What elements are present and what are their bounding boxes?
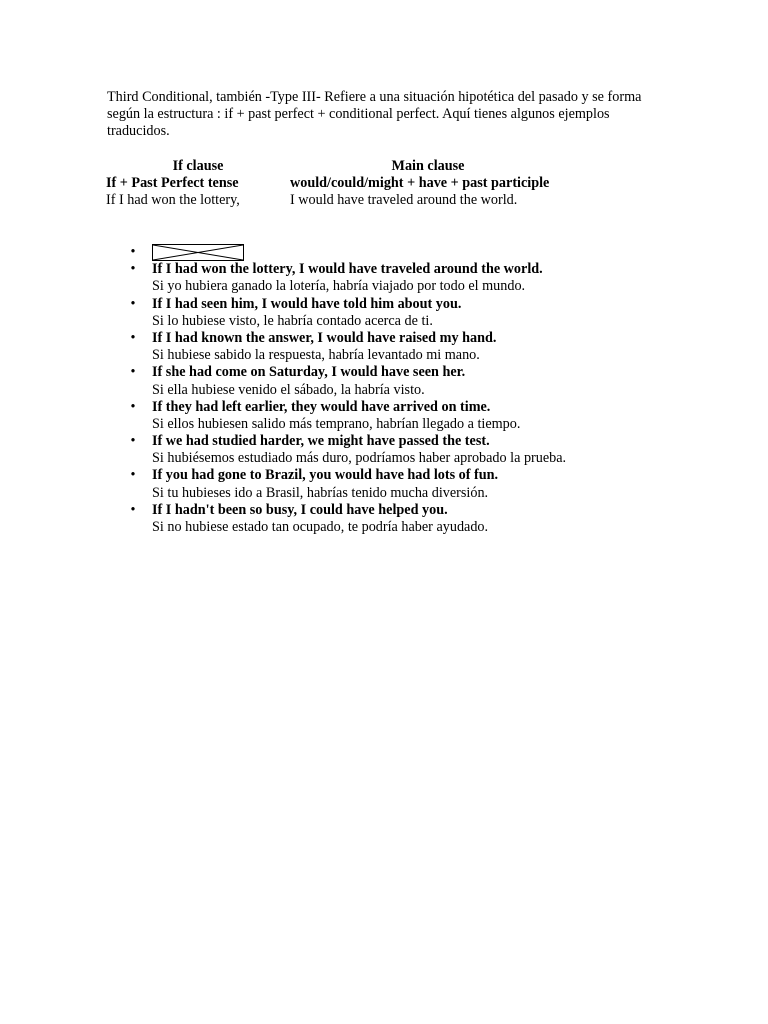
bullet-icon: • — [130, 295, 136, 312]
if-clause-example: If I had won the lottery, — [106, 192, 240, 209]
list-item — [0, 433, 768, 467]
list-item — [0, 399, 768, 433]
example-english: If I had seen him, I would have told him about you. — [152, 295, 462, 312]
example-english: If I hadn't been so busy, I could have helped you. — [152, 501, 448, 518]
example-spanish: Si hubiese sabido la respuesta, habría levantado mi mano. — [152, 347, 480, 364]
intro-paragraph: Third Conditional, también -Type III- Refiere a una situación hipotética del pasado y se forma según la estructura : if + past perfect + conditional perfect. Aquí tienes algunos ejemplos traducidos. — [107, 89, 642, 140]
bullet-icon: • — [130, 261, 136, 278]
example-spanish: Si no hubiese estado tan ocupado, te podría haber ayudado. — [152, 519, 489, 535]
bullet-icon: • — [130, 467, 136, 484]
example-spanish: Si ella hubiese venido el sábado, la habría visto. — [152, 381, 425, 398]
conditional-structure-table — [106, 158, 586, 210]
table-header-row — [106, 158, 586, 175]
list-item — [0, 296, 768, 330]
main-clause-example: I would have traveled around the world. — [290, 192, 518, 209]
example-english: If I had won the lottery, I would have traveled around the world. — [152, 261, 543, 278]
example-spanish: Si lo hubiese visto, le habría contado acerca de ti. — [152, 312, 433, 329]
bullet-icon: • — [130, 244, 136, 260]
list-item-image-placeholder — [0, 244, 768, 261]
example-english: If they had left earlier, they would have arrived on time. — [152, 398, 491, 415]
example-english: If I had known the answer, I would have raised my hand. — [152, 329, 497, 346]
bullet-icon: • — [130, 433, 136, 450]
bullet-icon: • — [130, 364, 136, 381]
main-clause-heading: Main clause — [391, 158, 465, 174]
list-item — [0, 364, 768, 398]
example-spanish: Si yo hubiera ganado la lotería, habría viajado por todo el mundo. — [152, 278, 526, 295]
bullet-icon: • — [130, 398, 136, 415]
list-item — [0, 261, 768, 295]
example-english: If we had studied harder, we might have passed the test. — [152, 433, 490, 450]
example-spanish: Si hubiésemos estudiado más duro, podríamos haber aprobado la prueba. — [152, 450, 567, 467]
list-item — [0, 467, 768, 501]
example-english: If she had come on Saturday, I would have seen her. — [152, 364, 466, 381]
broken-image-icon — [152, 244, 244, 261]
table-example-row — [106, 192, 586, 209]
bullet-icon: • — [130, 329, 136, 346]
example-spanish: Si ellos hubiesen salido más temprano, habrían llegado a tiempo. — [152, 415, 521, 432]
if-clause-heading: If clause — [172, 158, 224, 174]
list-item — [0, 502, 768, 536]
list-item — [0, 330, 768, 364]
examples-list — [0, 244, 768, 536]
if-clause-structure: If + Past Perfect tense — [106, 175, 239, 192]
example-english: If you had gone to Brazil, you would have had lots of fun. — [152, 467, 499, 484]
example-spanish: Si tu hubieses ido a Brasil, habrías tenido mucha diversión. — [152, 484, 489, 501]
main-clause-structure: would/could/might + have + past participle — [290, 175, 550, 192]
table-structure-row — [106, 175, 586, 192]
bullet-icon: • — [130, 501, 136, 518]
